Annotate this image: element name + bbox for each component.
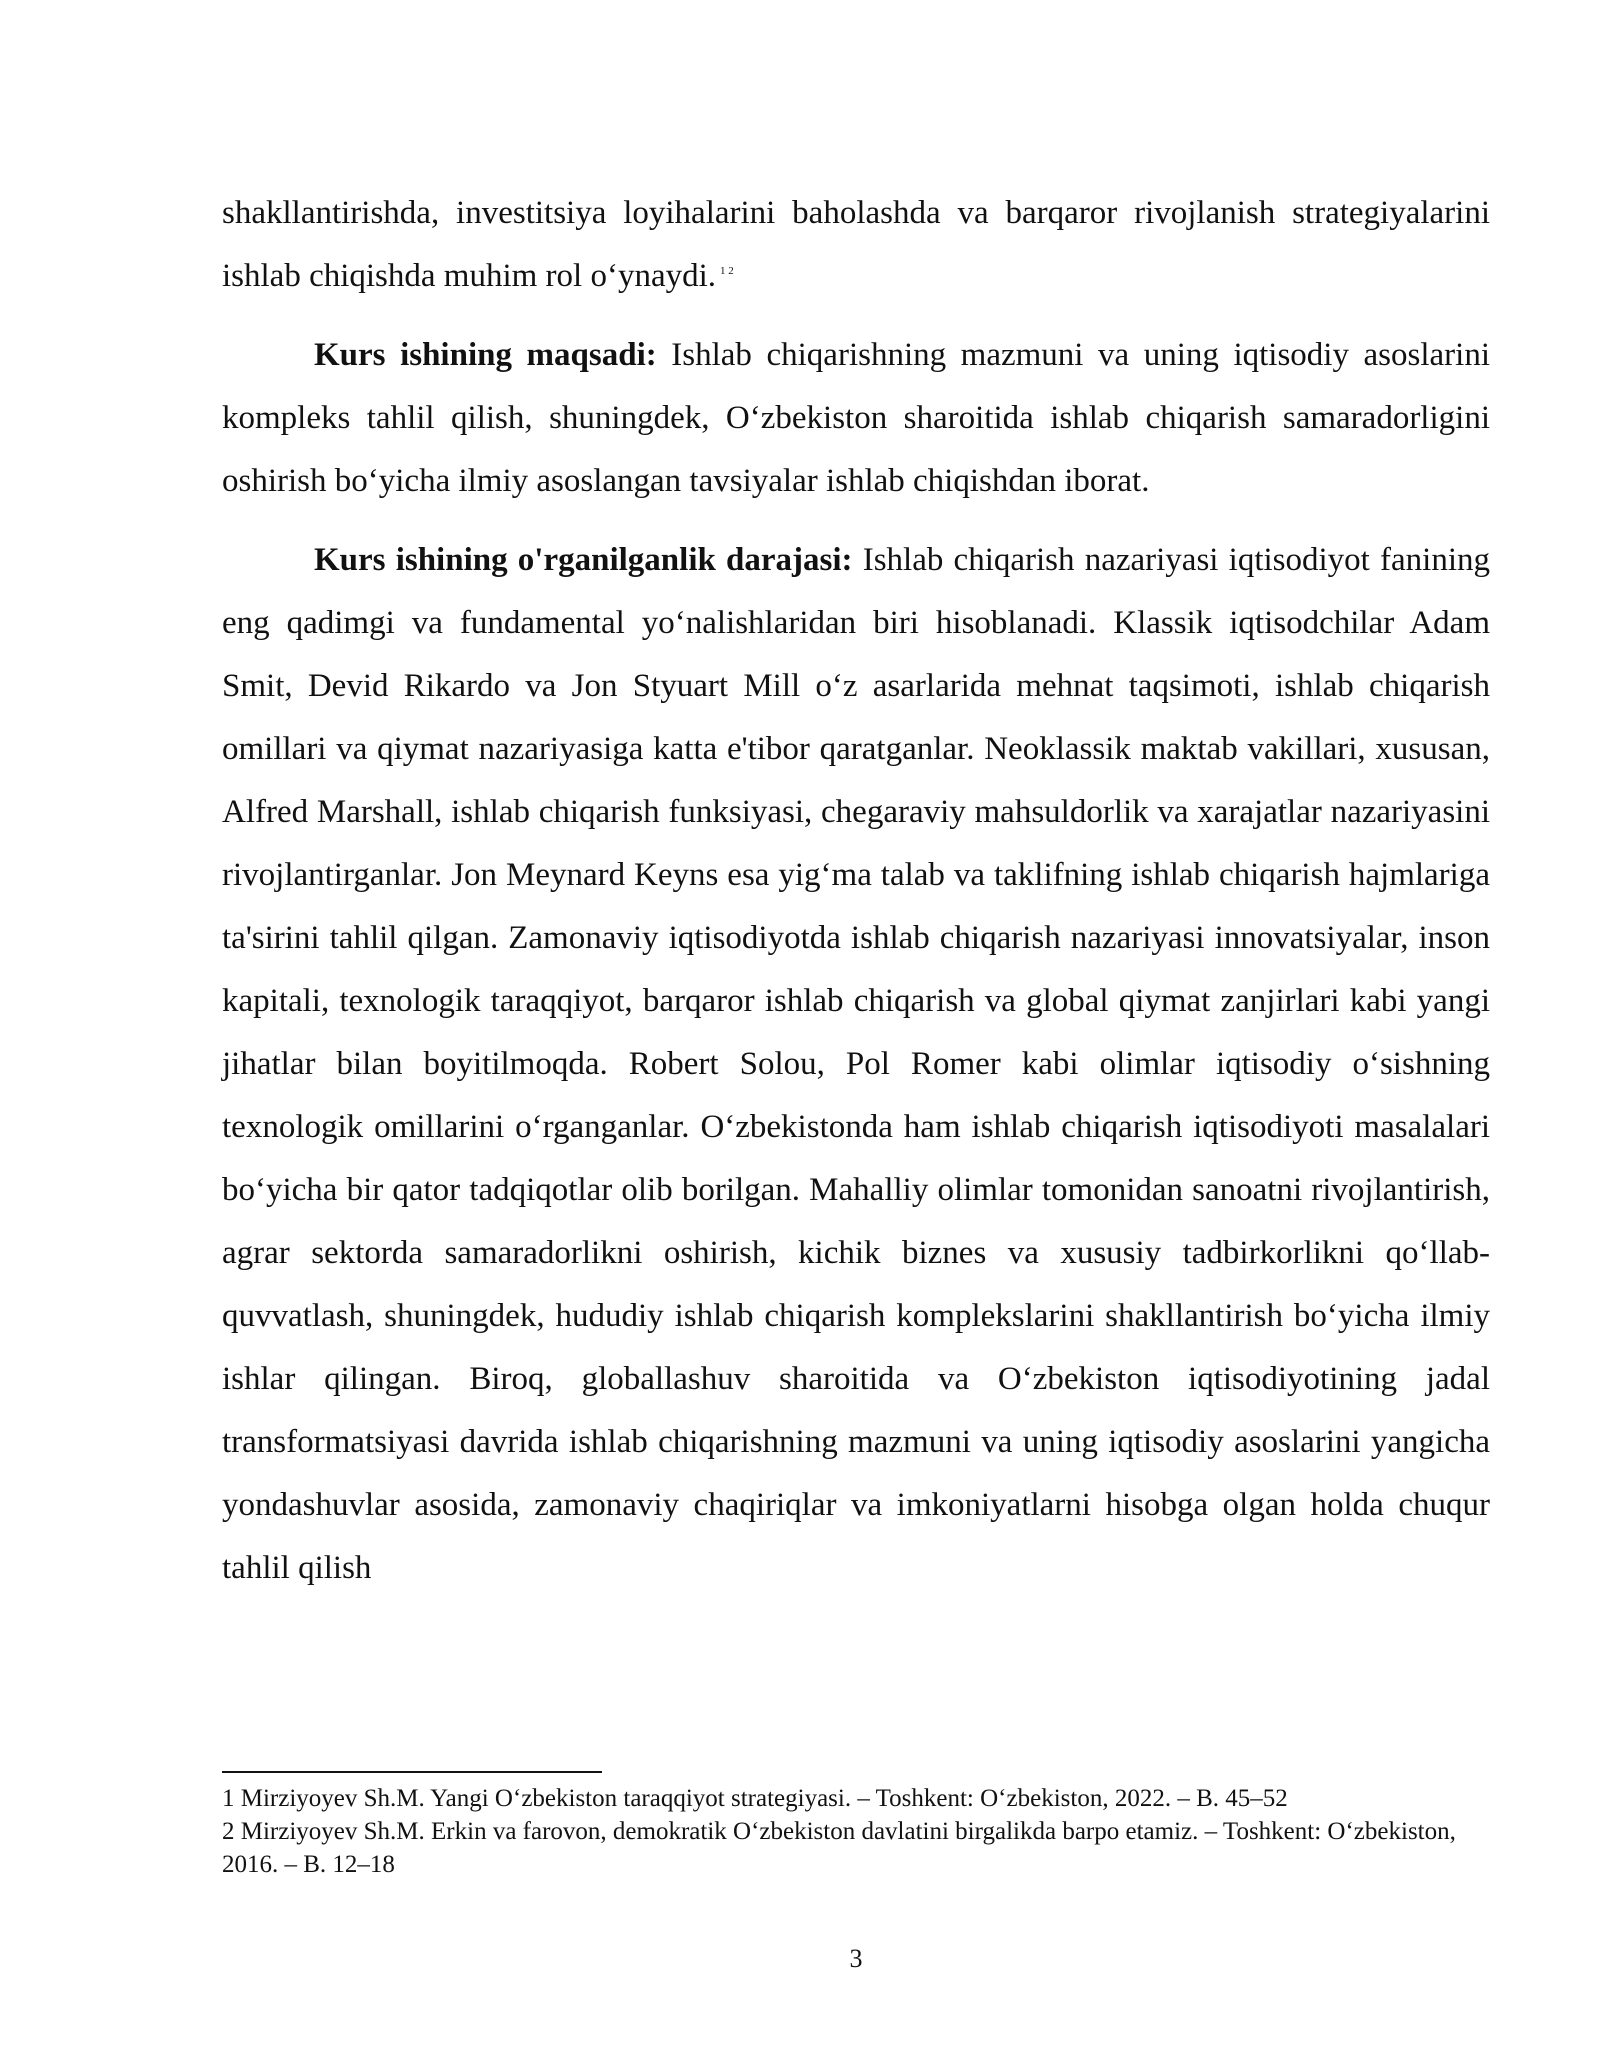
page-number: 3 bbox=[849, 1944, 863, 1973]
paragraph-research-level bbox=[222, 529, 1490, 1600]
paragraph-text: Ishlab chiqarish nazariyasi iqtisodiyot fanining eng qadimgi va fundamental yo‘nalishlaridan biri hisoblanadi. Klassik iqtisodchilar Adam Smit, Devid Rikardo va Jon Styuart Mill o‘z asarlarida mehnat taqsimoti, ishlab chiqarish omillari va qiymat nazariyasiga katta e'tibor qaratganlar. Neoklassik maktab vakillari, xususan, Alfred Marshall, ishlab chiqarish funksiyasi, chegaraviy mahsuldorlik va xarajatlar nazariyasini rivojlantirganlar. Jon Meynard Keyns esa yig‘ma talab va taklifning ishlab chiqarish hajmlariga ta'sirini tahlil qilgan. Zamonaviy iqtisodiyotda ishlab chiqarish nazariyasi innovatsiyalar, inson kapitali, texnologik taraqqiyot, barqaror ishlab chiqarish va global qiymat zanjirlari kabi yangi jihatlar bilan boyitilmoqda. Robert Solou, Pol Romer kabi olimlar iqtisodiy o‘sishning texnologik omillarini o‘rganganlar. O‘zbekistonda ham ishlab chiqarish iqtisodiyoti masalalari bo‘yicha bir qator tadqiqotlar olib borilgan. Mahalliy olimlar tomonidan sanoatni rivojlantirish, agrar sektorda samaradorlikni oshirish, kichik biznes va xususiy tadbirkorlikni qo‘llab-quvvatlash, shuningdek, hududiy ishlab chiqarish komplekslarini shakllantirish bo‘yicha ilmiy ishlar qilingan. Biroq, globallashuv sharoitida va O‘zbekiston iqtisodiyotining jadal transformatsiyasi davrida ishlab chiqarishning mazmuni va uning iqtisodiy asoslarini yangicha yondashuvlar asosida, zamonaviy chaqiriqlar va imkoniyatlarni hisobga olgan holda chuqur tahlil qilish bbox=[222, 542, 1490, 1586]
footnote-reference: 1 2 bbox=[720, 265, 734, 277]
paragraph-text: shakllantirishda, investitsiya loyihalarini baholashda va barqaror rivojlanish strategiyalarini ishlab chiqishda muhim rol o‘ynaydi. bbox=[222, 195, 1490, 294]
paragraph-intro-continuation bbox=[222, 182, 1490, 308]
section-heading-goal: Kurs ishining maqsadi: bbox=[314, 337, 657, 373]
footnote-separator bbox=[222, 1771, 602, 1773]
footnote-1: 1 Mirziyoyev Sh.M. Yangi O‘zbekiston taraqqiyot strategiyasi. – Toshkent: O‘zbekiston, 2022. – B. 45–52 bbox=[222, 1785, 1288, 1812]
paragraph-course-goal bbox=[222, 324, 1490, 513]
footnote-2: 2 Mirziyoyev Sh.M. Erkin va farovon, demokratik O‘zbekiston davlatini birgalikda barpo etamiz. – Toshkent: O‘zbekiston, 2016. – B. 12–18 bbox=[222, 1818, 1456, 1878]
footnotes bbox=[222, 1782, 1490, 1881]
paragraph-text: Ishlab chiqarishning mazmuni va uning iqtisodiy asoslarini kompleks tahlil qilish, shuningdek, O‘zbekiston sharoitida ishlab chiqarish samaradorligini oshirish bo‘yicha ilmiy asoslangan tavsiyalar ishlab chiqishdan iborat. bbox=[222, 337, 1490, 499]
page-body bbox=[222, 182, 1490, 1600]
section-heading-research-level: Kurs ishining o'rganilganlik darajasi: bbox=[314, 542, 853, 578]
